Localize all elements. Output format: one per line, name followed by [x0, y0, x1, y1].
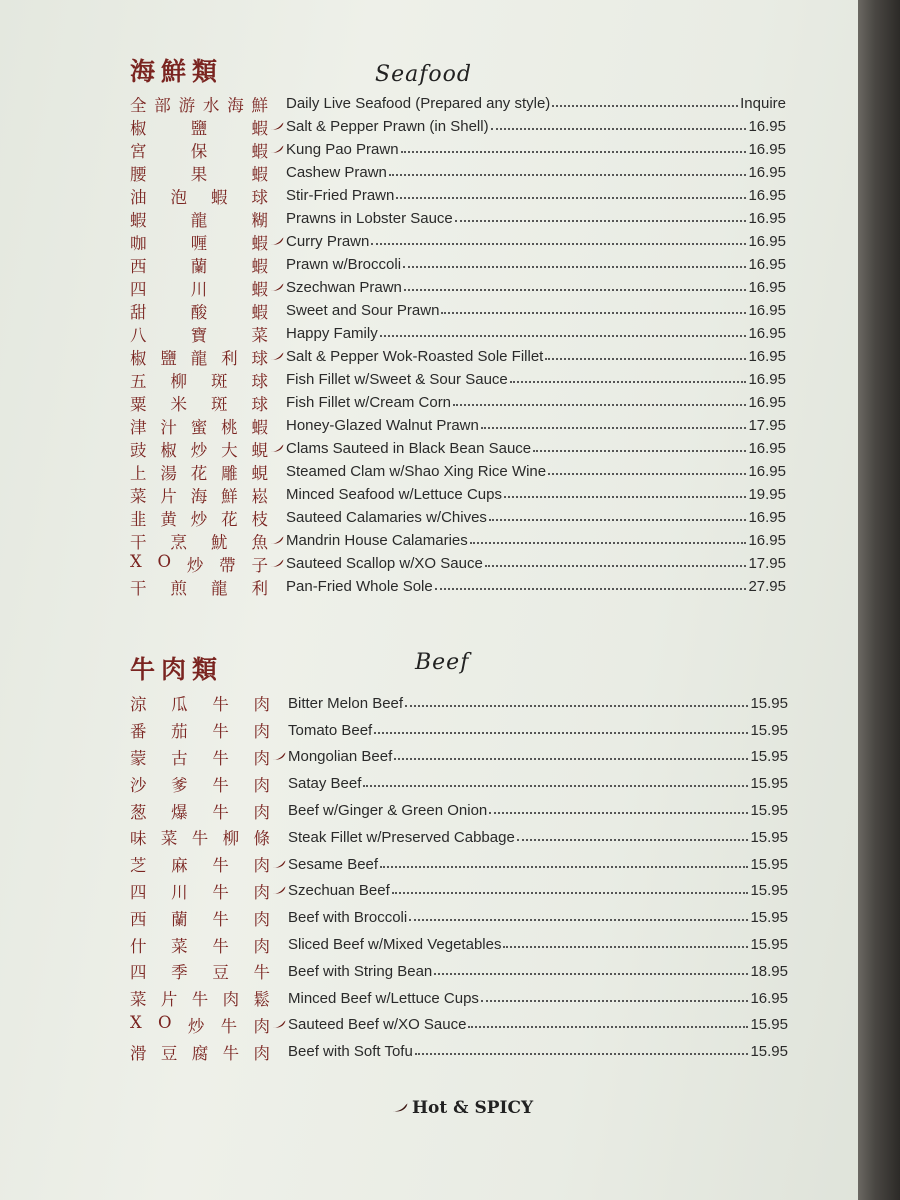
menu-item-english-name: Szechuan Beef [288, 882, 390, 900]
dot-leader [409, 919, 748, 921]
menu-item-english-name: Fish Fillet w/Cream Corn [286, 394, 452, 411]
menu-item-price: 15.95 [750, 748, 788, 766]
menu-item-row [130, 851, 810, 878]
menu-item-row [130, 368, 810, 391]
beef-section [130, 650, 810, 1065]
dot-leader [489, 812, 748, 814]
dot-leader [503, 946, 748, 948]
menu-item-price: 15.95 [750, 909, 788, 927]
menu-item-english-name: Honey-Glazed Walnut Prawn [286, 417, 479, 434]
menu-item-row [130, 506, 810, 529]
chili-pepper-icon [268, 145, 286, 154]
chili-pepper-icon [270, 886, 288, 895]
dot-leader [552, 105, 738, 107]
menu-item-chinese-name: 西 蘭 牛 肉 [130, 909, 270, 929]
menu-item-row [130, 460, 810, 483]
menu-item-line [286, 325, 786, 342]
dot-leader [455, 220, 747, 222]
dot-leader [510, 381, 747, 383]
menu-item-price: 16.95 [748, 509, 786, 526]
menu-item-english-name: Kung Pao Prawn [286, 141, 399, 158]
menu-item-row [130, 797, 810, 824]
dot-leader [435, 588, 747, 590]
menu-item-english-name: Prawn w/Broccoli [286, 256, 402, 273]
menu-item-english-name: Sauteed Scallop w/XO Sauce [286, 555, 483, 572]
chili-pepper-icon [270, 1020, 288, 1029]
chili-pepper-icon [268, 122, 286, 131]
menu-item-english-name: Sauteed Beef w/XO Sauce [288, 1016, 467, 1034]
menu-item-price: 16.95 [748, 463, 786, 480]
menu-item-chinese-name: 粟 米 斑 球 [130, 394, 268, 414]
menu-item-english-name: Curry Prawn [286, 233, 370, 250]
menu-item-price: 15.95 [750, 882, 788, 900]
menu-item-chinese-name: 五 柳 斑 球 [130, 371, 268, 391]
chili-pepper-icon [268, 444, 286, 453]
menu-item-english-name: Mongolian Beef [288, 748, 393, 766]
dot-leader [468, 1026, 748, 1028]
chili-pepper-icon [268, 237, 286, 246]
menu-item-english-name: Beef with Broccoli [288, 909, 408, 927]
menu-item-chinese-name: 津 汁 蜜 桃 蝦 [130, 417, 268, 437]
menu-item-price: 16.95 [748, 302, 786, 319]
menu-item-row [130, 552, 810, 575]
menu-item-price: 16.95 [748, 118, 786, 135]
dot-leader [392, 892, 749, 894]
menu-item-line [286, 118, 786, 135]
dot-leader [371, 243, 746, 245]
menu-item-chinese-name: 四 川 蝦 [130, 279, 268, 299]
dot-leader [374, 732, 748, 734]
menu-item-chinese-name: 椒 鹽 龍 利 球 [130, 348, 268, 368]
menu-item-english-name: Happy Family [286, 325, 378, 342]
menu-item-row [130, 824, 810, 851]
menu-item-line [288, 1043, 788, 1060]
menu-item-price: 16.95 [748, 233, 786, 250]
menu-item-english-name: Satay Beef [288, 775, 362, 793]
menu-item-english-name: Sweet and Sour Prawn [286, 302, 440, 319]
menu-item-price: 17.95 [748, 555, 786, 572]
menu-item-row [130, 207, 810, 230]
menu-item-row [130, 184, 810, 207]
menu-item-price: 16.95 [748, 256, 786, 273]
menu-item-english-name: Beef with String Bean [288, 962, 433, 980]
menu-item-english-name: Sauteed Calamaries w/Chives [286, 509, 487, 526]
menu-item-chinese-name: 芝 麻 牛 肉 [130, 856, 270, 876]
beef-chinese-title: 牛肉類 [130, 655, 224, 684]
dot-leader [401, 151, 747, 153]
menu-item-row [130, 391, 810, 414]
menu-item-row [130, 483, 810, 506]
menu-item-english-name: Sliced Beef w/Mixed Vegetables [288, 936, 502, 954]
menu-item-row [130, 690, 810, 717]
menu-item-line [288, 963, 788, 980]
dot-leader [404, 289, 747, 291]
beef-header [130, 650, 810, 690]
menu-item-price: 16.95 [748, 164, 786, 181]
dot-leader [403, 266, 746, 268]
menu-item-row [130, 92, 810, 115]
menu-item-english-name: Bitter Melon Beef [288, 694, 404, 712]
menu-item-row [130, 904, 810, 931]
menu-item-line [286, 164, 786, 181]
menu-item-line [286, 371, 786, 388]
menu-item-english-name: Beef w/Ginger & Green Onion [288, 802, 488, 820]
dot-leader [441, 312, 746, 314]
menu-item-line [286, 233, 786, 250]
menu-item-price: 19.95 [748, 486, 786, 503]
menu-item-english-name: Szechwan Prawn [286, 279, 402, 296]
menu-item-row [130, 717, 810, 744]
menu-item-chinese-name: 甜 酸 蝦 [130, 302, 268, 322]
dot-leader [481, 1000, 749, 1002]
menu-item-chinese-name: 菜 片 牛 肉 鬆 [130, 990, 270, 1010]
menu-item-line [288, 748, 788, 765]
menu-item-line [288, 802, 788, 819]
menu-item-row [130, 878, 810, 905]
menu-item-row [130, 414, 810, 437]
menu-item-english-name: Fish Fillet w/Sweet & Sour Sauce [286, 371, 508, 388]
chili-pepper-icon [268, 352, 286, 361]
menu-item-price: 15.95 [750, 694, 788, 712]
menu-item-line [288, 1016, 788, 1033]
dot-leader [380, 866, 748, 868]
menu-item-line [286, 417, 786, 434]
menu-item-row [130, 770, 810, 797]
menu-item-chinese-name: 咖 喱 蝦 [130, 233, 268, 253]
dot-leader [548, 473, 746, 475]
menu-item-english-name: Steak Fillet w/Preserved Cabbage [288, 828, 515, 846]
menu-item-chinese-name: 西 蘭 蝦 [130, 256, 268, 276]
menu-item-line [286, 210, 786, 227]
menu-item-line [286, 348, 786, 365]
menu-item-row [130, 322, 810, 345]
menu-item-chinese-name: X O 炒 牛 肉 [130, 1012, 270, 1036]
menu-item-line [288, 829, 788, 846]
menu-item-row [130, 161, 810, 184]
menu-item-price: 18.95 [750, 962, 788, 980]
menu-item-price: 15.95 [750, 828, 788, 846]
menu-item-line [286, 509, 786, 526]
menu-item-price: 16.95 [748, 348, 786, 365]
dot-leader [380, 335, 747, 337]
menu-item-price: 16.95 [750, 989, 788, 1007]
menu-item-line [286, 486, 786, 503]
menu-item-line [288, 695, 788, 712]
menu-item-price: 15.95 [750, 775, 788, 793]
menu-item-english-name: Beef with Soft Tofu [288, 1043, 413, 1061]
menu-item-chinese-name: 八 寶 菜 [130, 325, 268, 345]
menu-item-line [286, 394, 786, 411]
menu-item-chinese-name: 椒 鹽 蝦 [130, 118, 268, 138]
menu-item-chinese-name: 滑 豆 腐 牛 肉 [130, 1043, 270, 1063]
menu-item-line [288, 990, 788, 1007]
menu-item-chinese-name: 菜 片 海 鮮 崧 [130, 486, 268, 506]
menu-item-line [288, 856, 788, 873]
dot-leader [491, 128, 747, 130]
menu-item-line [286, 555, 786, 572]
menu-item-price: 16.95 [748, 210, 786, 227]
menu-item-row [130, 345, 810, 368]
menu-item-row [130, 1038, 810, 1065]
menu-item-chinese-name: 葱 爆 牛 肉 [130, 802, 270, 822]
menu-item-price: 15.95 [750, 855, 788, 873]
menu-item-price: 15.95 [750, 1016, 788, 1034]
menu-item-row [130, 529, 810, 552]
beef-list [130, 690, 810, 1065]
menu-item-price: 16.95 [748, 440, 786, 457]
spicy-legend [392, 1098, 533, 1118]
menu-item-english-name: Sesame Beef [288, 855, 379, 873]
menu-item-row [130, 744, 810, 771]
menu-item-price: 15.95 [750, 802, 788, 820]
menu-item-price: 16.95 [748, 141, 786, 158]
menu-item-english-name: Salt & Pepper Prawn (in Shell) [286, 118, 489, 135]
menu-item-price: 16.95 [748, 187, 786, 204]
menu-item-chinese-name: 油 泡 蝦 球 [130, 187, 268, 207]
menu-item-line [288, 882, 788, 899]
menu-item-english-name: Mandrin House Calamaries [286, 532, 468, 549]
menu-item-row [130, 931, 810, 958]
chili-pepper-icon [268, 559, 286, 568]
menu-item-chinese-name: 宮 保 蝦 [130, 141, 268, 161]
dot-leader [533, 450, 746, 452]
menu-item-line [286, 463, 786, 480]
menu-item-price: 16.95 [748, 279, 786, 296]
menu-cover-edge [858, 0, 900, 1200]
seafood-english-title: Seafood [375, 62, 472, 87]
menu-item-line [286, 279, 786, 296]
menu-item-row [130, 575, 810, 598]
menu-item-english-name: Minced Seafood w/Lettuce Cups [286, 486, 502, 503]
menu-item-english-name: Pan-Fried Whole Sole [286, 578, 433, 595]
menu-item-row [130, 299, 810, 322]
menu-item-chinese-name: 涼 瓜 牛 肉 [130, 695, 270, 715]
menu-item-price: 16.95 [748, 394, 786, 411]
chili-pepper-icon [392, 1098, 408, 1118]
menu-item-chinese-name: 上 湯 花 雕 蜆 [130, 463, 268, 483]
menu-item-english-name: Prawns in Lobster Sauce [286, 210, 453, 227]
menu-item-english-name: Tomato Beef [288, 721, 373, 739]
menu-item-line [286, 578, 786, 595]
dot-leader [396, 197, 746, 199]
menu-item-chinese-name: 蒙 古 牛 肉 [130, 748, 270, 768]
menu-item-chinese-name: 什 菜 牛 肉 [130, 936, 270, 956]
menu-item-english-name: Stir-Fried Prawn [286, 187, 395, 204]
menu-item-price: 16.95 [748, 532, 786, 549]
dot-leader [517, 839, 749, 841]
menu-item-english-name: Salt & Pepper Wok-Roasted Sole Fillet [286, 348, 544, 365]
menu-item-price: 27.95 [748, 578, 786, 595]
dot-leader [453, 404, 746, 406]
menu-item-line [286, 95, 786, 112]
menu-item-line [286, 302, 786, 319]
seafood-chinese-title: 海鮮類 [130, 57, 224, 86]
menu-item-chinese-name: 蝦 龍 糊 [130, 210, 268, 230]
menu-item-price: 16.95 [748, 325, 786, 342]
seafood-header [130, 52, 810, 92]
chili-pepper-icon [268, 536, 286, 545]
menu-item-chinese-name: 番 茄 牛 肉 [130, 722, 270, 742]
menu-item-line [288, 775, 788, 792]
spicy-legend-label: Hot & SPICY [412, 1098, 534, 1118]
menu-item-line [286, 532, 786, 549]
menu-item-chinese-name: 味 菜 牛 柳 條 [130, 829, 270, 849]
menu-item-line [288, 909, 788, 926]
dot-leader [389, 174, 747, 176]
menu-item-row [130, 958, 810, 985]
menu-item-price: 15.95 [750, 936, 788, 954]
seafood-list [130, 92, 810, 598]
menu-item-price: 15.95 [750, 1043, 788, 1061]
menu-item-english-name: Daily Live Seafood (Prepared any style) [286, 95, 551, 112]
menu-item-english-name: Cashew Prawn [286, 164, 387, 181]
menu-item-chinese-name: X O 炒 帶 子 [130, 551, 268, 575]
menu-item-row [130, 253, 810, 276]
menu-item-price: Inquire [740, 95, 786, 112]
menu-item-line [288, 936, 788, 953]
dot-leader [504, 496, 746, 498]
menu-item-chinese-name: 腰 果 蝦 [130, 164, 268, 184]
chili-pepper-icon [268, 283, 286, 292]
menu-item-row [130, 1012, 810, 1039]
menu-item-row [130, 985, 810, 1012]
dot-leader [405, 705, 748, 707]
menu-item-line [288, 722, 788, 739]
dot-leader [470, 542, 747, 544]
menu-item-line [286, 256, 786, 273]
menu-item-chinese-name: 韭 黄 炒 花 枝 [130, 509, 268, 529]
menu-item-chinese-name: 四 川 牛 肉 [130, 882, 270, 902]
menu-item-row [130, 437, 810, 460]
dot-leader [485, 565, 747, 567]
menu-item-chinese-name: 全 部 游 水 海 鮮 [130, 95, 268, 115]
menu-item-chinese-name: 干 煎 龍 利 [130, 578, 268, 598]
chili-pepper-icon [270, 752, 288, 761]
dot-leader [434, 973, 748, 975]
seafood-section [130, 52, 810, 598]
dot-leader [481, 427, 747, 429]
dot-leader [363, 785, 748, 787]
menu-item-row [130, 276, 810, 299]
menu-item-price: 16.95 [748, 371, 786, 388]
menu-item-row [130, 230, 810, 253]
menu-item-chinese-name: 四 季 豆 牛 [130, 963, 270, 983]
menu-item-price: 17.95 [748, 417, 786, 434]
menu-item-price: 15.95 [750, 721, 788, 739]
menu-item-row [130, 115, 810, 138]
menu-item-english-name: Clams Sauteed in Black Bean Sauce [286, 440, 532, 457]
dot-leader [489, 519, 747, 521]
menu-item-chinese-name: 干 烹 魷 魚 [130, 532, 268, 552]
dot-leader [394, 758, 748, 760]
menu-item-english-name: Minced Beef w/Lettuce Cups [288, 989, 479, 1007]
dot-leader [415, 1053, 749, 1055]
chili-pepper-icon [270, 860, 288, 869]
dot-leader [545, 358, 746, 360]
menu-item-line [286, 440, 786, 457]
menu-item-line [286, 187, 786, 204]
menu-item-chinese-name: 沙 爹 牛 肉 [130, 775, 270, 795]
menu-item-line [286, 141, 786, 158]
beef-english-title: Beef [415, 650, 470, 675]
menu-item-row [130, 138, 810, 161]
menu-item-chinese-name: 豉 椒 炒 大 蜆 [130, 440, 268, 460]
menu-item-english-name: Steamed Clam w/Shao Xing Rice Wine [286, 463, 547, 480]
